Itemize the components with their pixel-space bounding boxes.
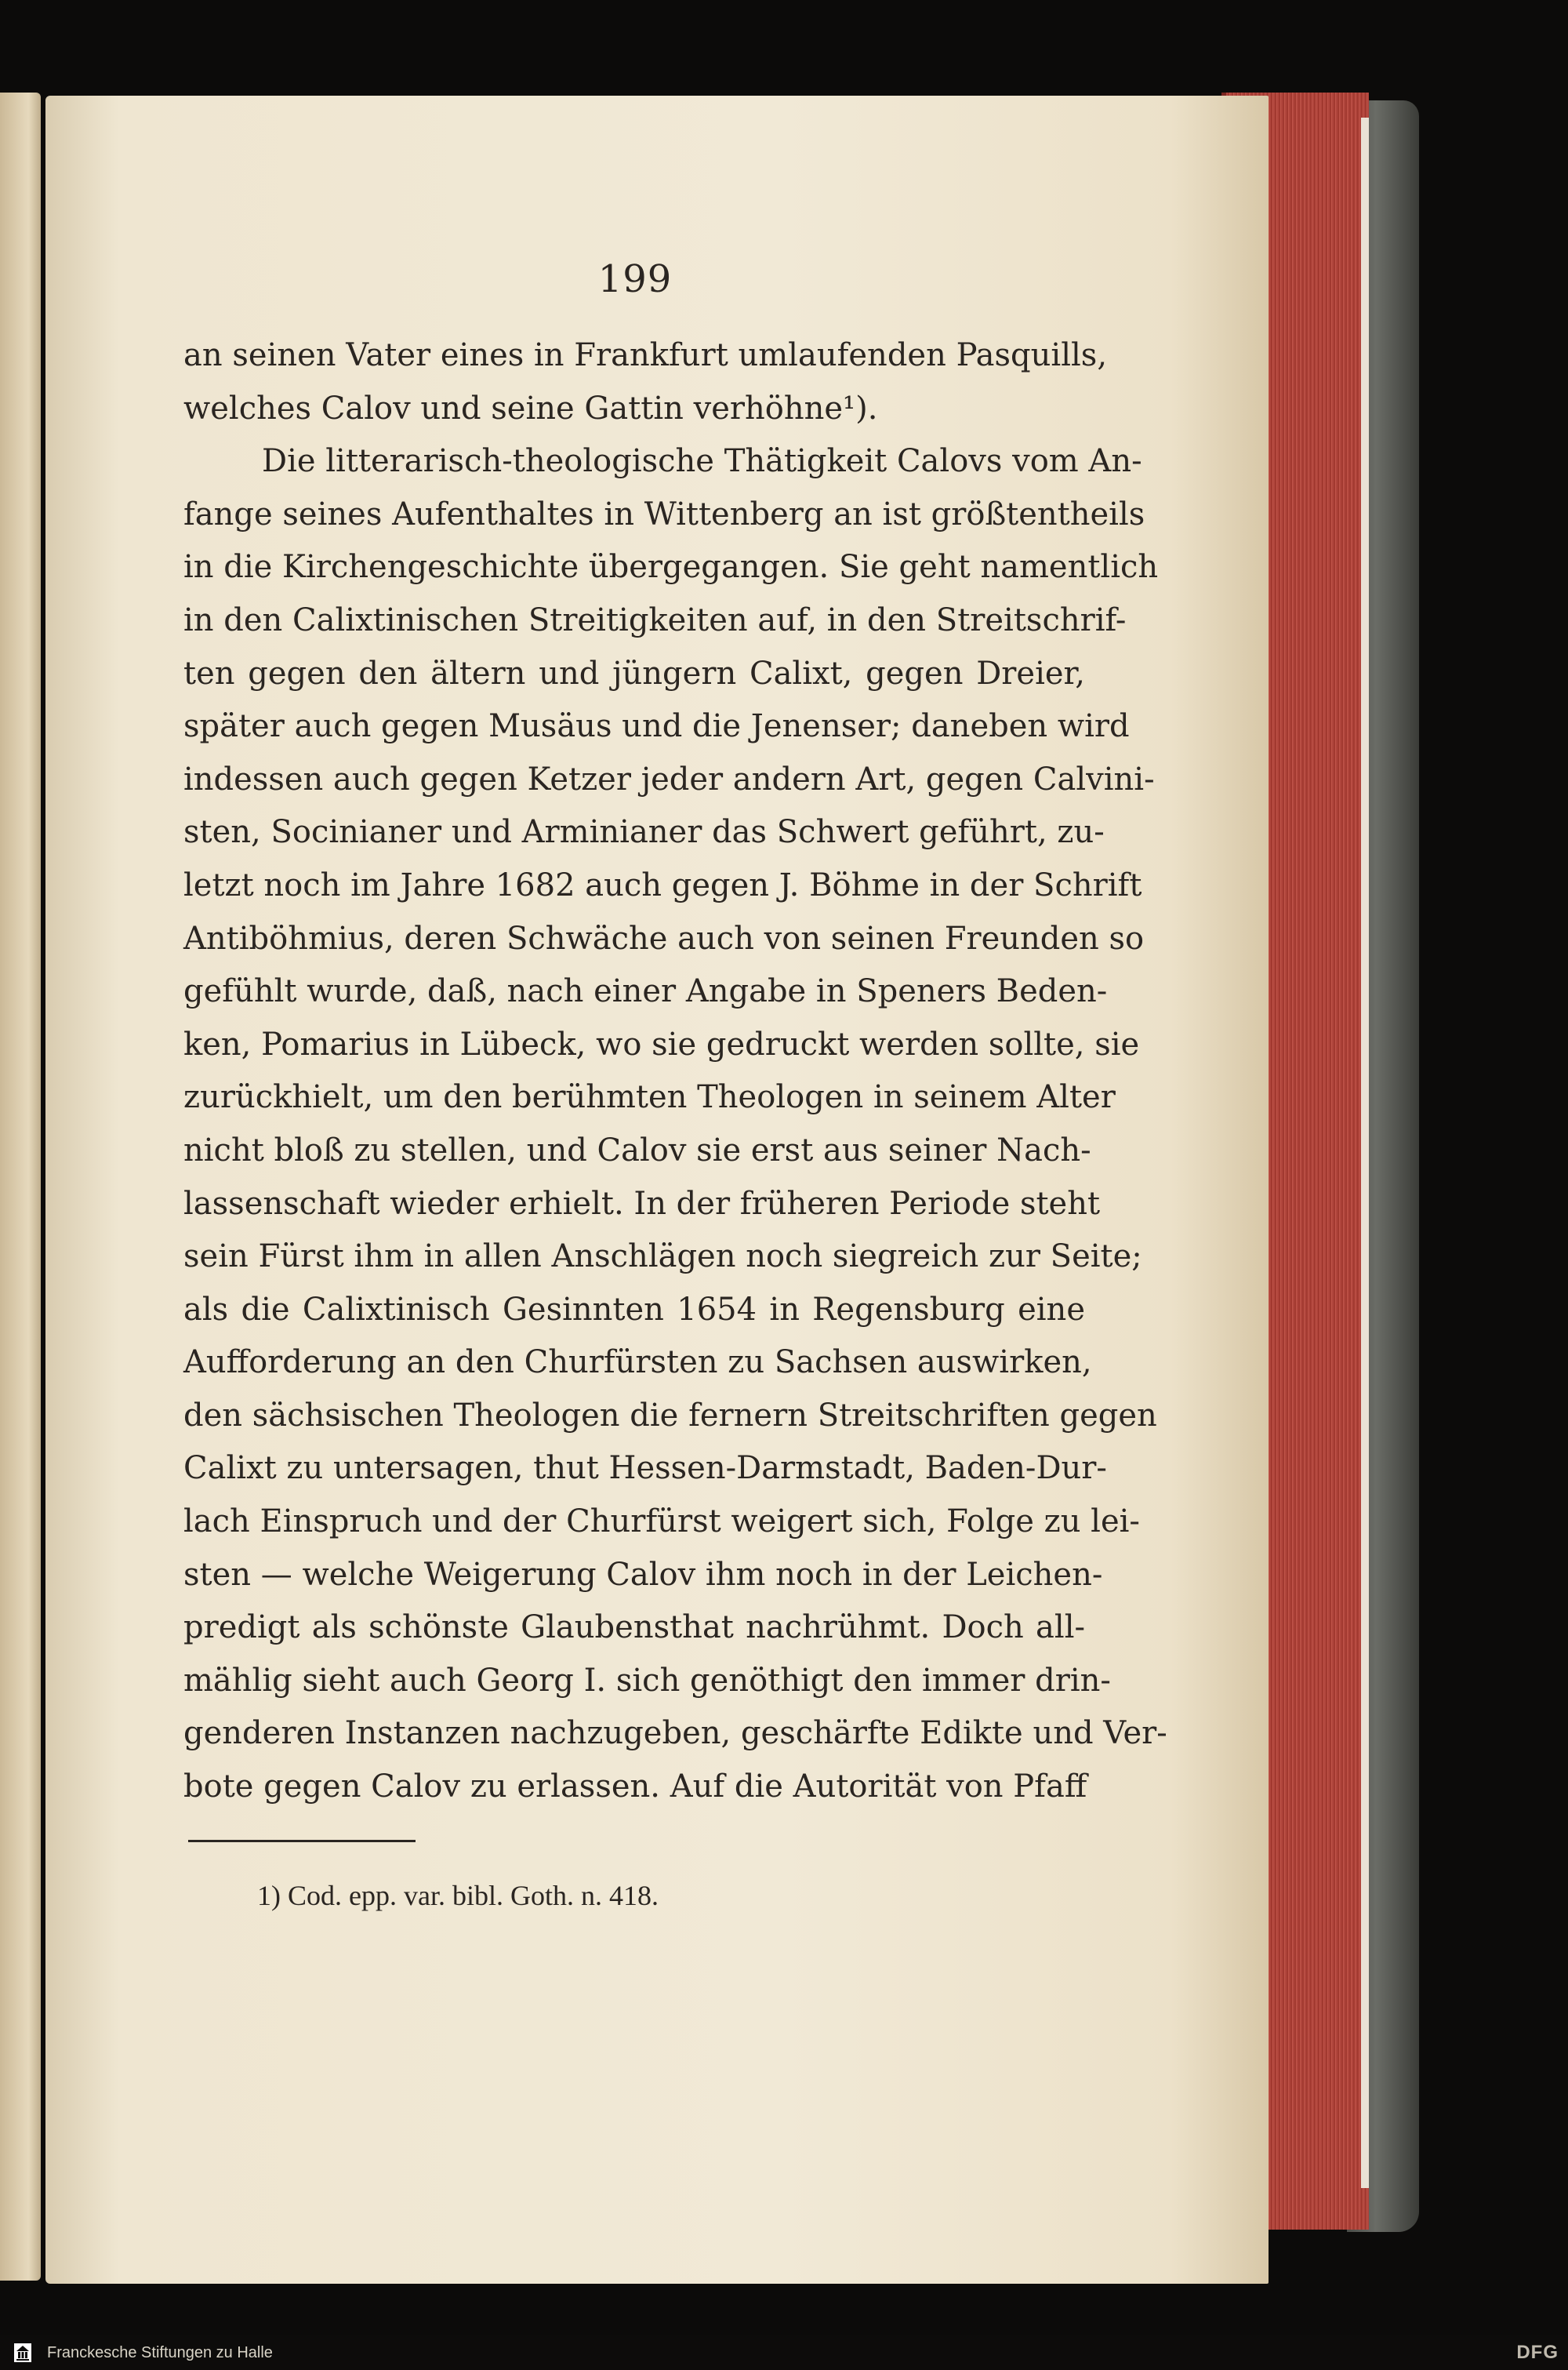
text-line: zurückhielt, um den berühmten Theologen in seinem Alter — [183, 1079, 1116, 1116]
text-line: in die Kirchengeschichte übergegangen. Sie geht namentlich — [183, 549, 1159, 586]
text-line: predigt als schönste Glaubensthat nachrühmt. Doch all- — [183, 1609, 1085, 1646]
text-line: letzt noch im Jahre 1682 auch gegen J. Böhme in der Schrift — [183, 867, 1142, 903]
text-line: als die Calixtinisch Gesinnten 1654 in Regensburg eine — [183, 1291, 1085, 1328]
text-line: sein Fürst ihm in allen Anschlägen noch siegreich zur Seite; — [183, 1238, 1142, 1275]
text-line: genderen Instanzen nachzugeben, geschärfte Edikte und Ver- — [183, 1715, 1167, 1752]
left-page-edge — [0, 93, 41, 2281]
text-line: Antiböhmius, deren Schwäche auch von seinen Freunden so — [183, 920, 1145, 957]
institution-logo-icon — [13, 2342, 33, 2364]
text-line: Calixt zu untersagen, thut Hessen-Darmstadt, Baden-Dur- — [183, 1450, 1107, 1487]
text-line: indessen auch gegen Ketzer jeder andern Art, gegen Calvini- — [183, 761, 1155, 798]
institution-name: Franckesche Stiftungen zu Halle — [47, 2344, 273, 2361]
text-line: lassenschaft wieder erhielt. In der früheren Periode steht — [183, 1185, 1101, 1222]
text-line: nicht bloß zu stellen, und Calov sie erst aus seiner Nach- — [183, 1132, 1091, 1169]
footnote-divider — [188, 1840, 416, 1842]
text-line: den sächsischen Theologen die fernern Streitschriften gegen — [183, 1397, 1157, 1434]
text-line: Die litterarisch-theologische Thätigkeit Calovs vom An- — [262, 443, 1142, 480]
text-line: in den Calixtinischen Streitigkeiten auf, in den Streitschrif- — [183, 602, 1127, 638]
text-line: an seinen Vater eines in Frankfurt umlaufenden Pasquills, — [183, 337, 1108, 373]
text-line: später auch gegen Musäus und die Jenenser; daneben wird — [183, 708, 1130, 745]
text-line: ten gegen den ältern und jüngern Calixt, gegen Dreier, — [183, 655, 1085, 692]
body-text — [183, 329, 1167, 1814]
text-line: lach Einspruch und der Churfürst weigert sich, Folge zu lei- — [183, 1503, 1140, 1540]
text-line: mählig sieht auch Georg I. sich genöthigt den immer drin- — [183, 1662, 1111, 1699]
footer-bar — [0, 2335, 1568, 2370]
footnote: 1) Cod. epp. var. bibl. Goth. n. 418. — [257, 1880, 659, 1911]
text-line: gefühlt wurde, daß, nach einer Angabe in Speners Beden- — [183, 973, 1108, 1010]
text-line: ken, Pomarius in Lübeck, wo sie gedruckt werden sollte, sie — [183, 1026, 1140, 1063]
page-number: 199 — [597, 257, 673, 301]
dfg-logo: DFG — [1516, 2342, 1559, 2363]
text-line: sten, Socinianer und Arminianer das Schwert geführt, zu- — [183, 814, 1105, 851]
text-line: welches Calov und seine Gattin verhöhne¹). — [183, 390, 878, 427]
page-edge-highlight — [1361, 118, 1369, 2188]
text-line: Aufforderung an den Churfürsten zu Sachsen auswirken, — [183, 1344, 1092, 1381]
text-line: bote gegen Calov zu erlassen. Auf die Autorität von Pfaff — [183, 1768, 1087, 1805]
text-line: sten — welche Weigerung Calov ihm noch in der Leichen- — [183, 1556, 1103, 1593]
text-line: fange seines Aufenthaltes in Wittenberg an ist größtentheils — [183, 496, 1145, 533]
